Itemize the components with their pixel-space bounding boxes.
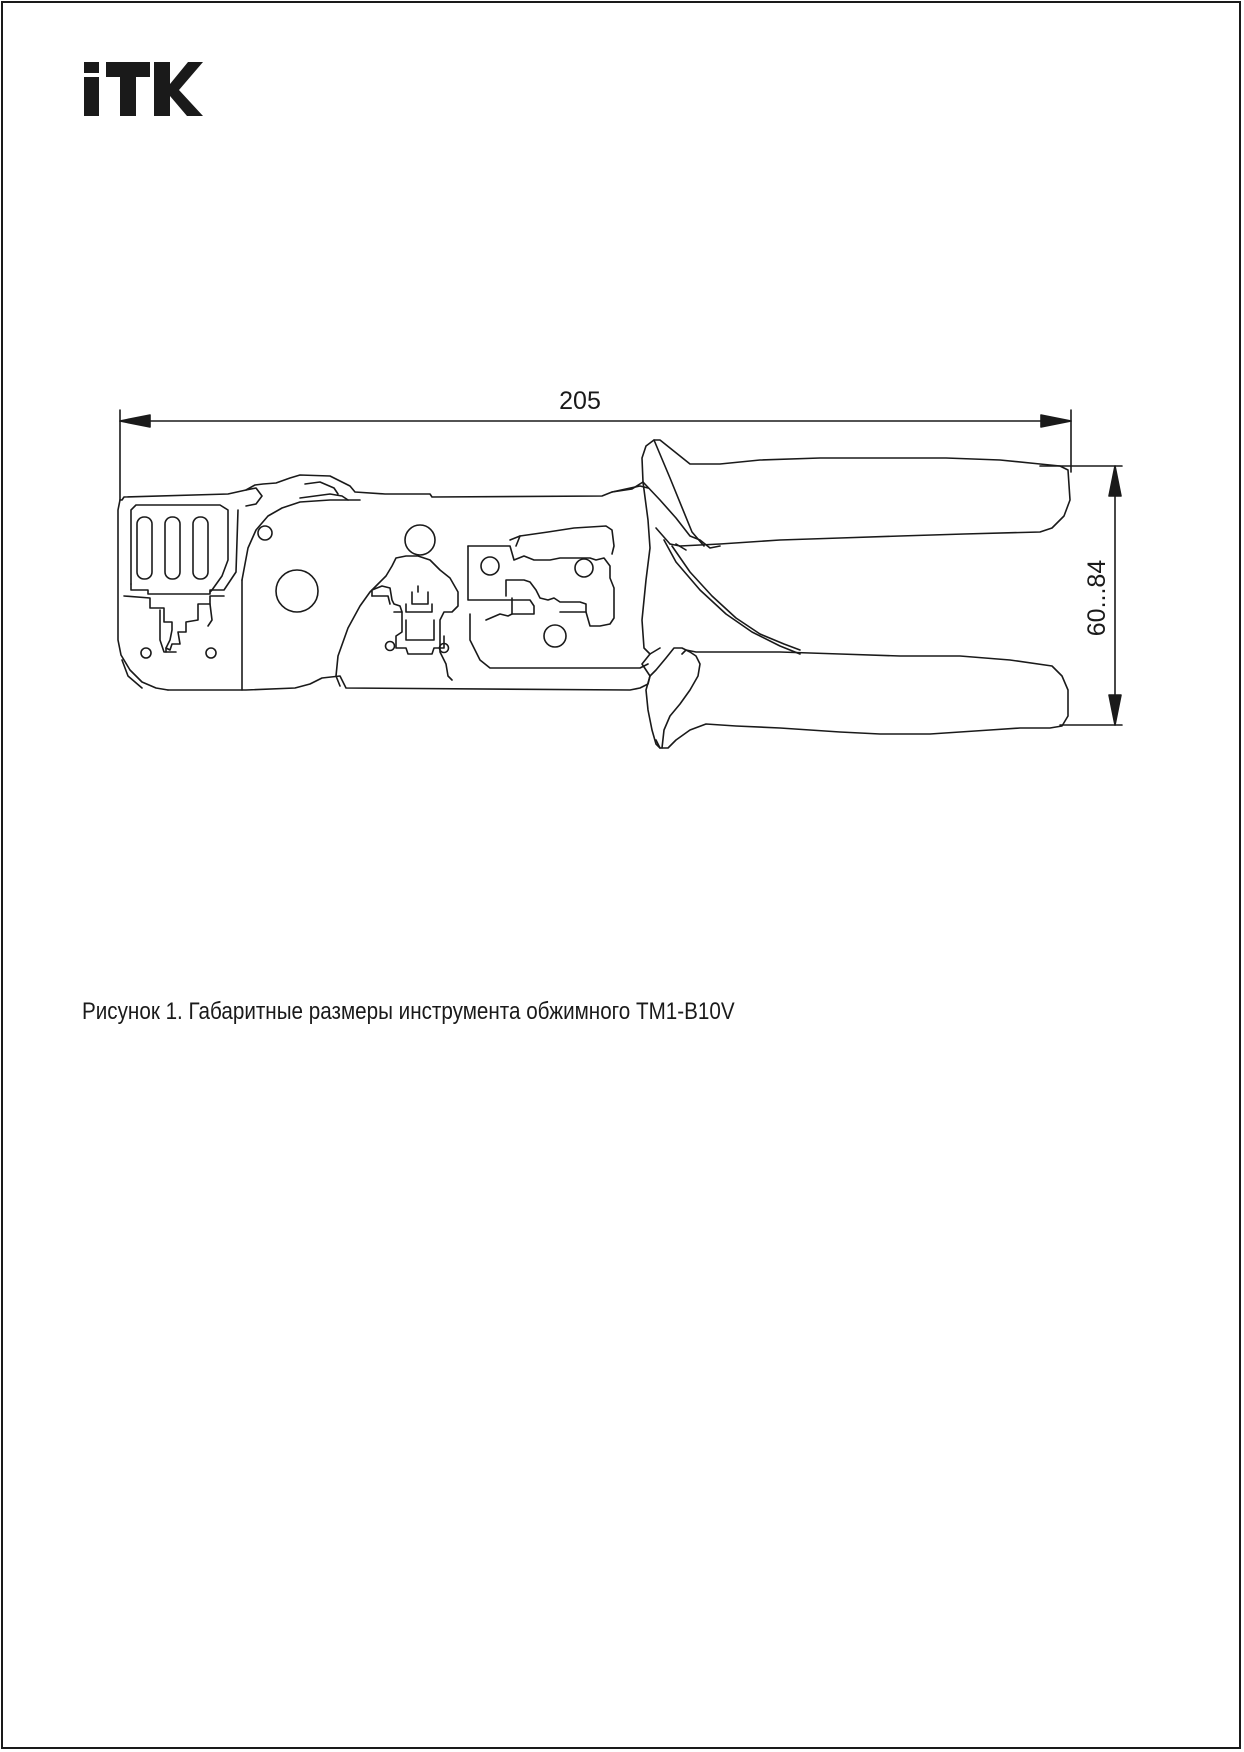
- spring-link: [672, 546, 800, 650]
- middle-die: [336, 556, 458, 686]
- figure-caption: Рисунок 1. Габаритные размеры инструмента обжимного TM1-B10V: [82, 998, 735, 1025]
- length-dimension: [120, 410, 1071, 500]
- head-outline: [120, 475, 643, 500]
- upper-handle: [642, 440, 1070, 546]
- height-dimension-label: 60...84: [1083, 559, 1111, 637]
- length-dimension-label: 205: [559, 387, 601, 415]
- lower-handle: [646, 650, 1068, 748]
